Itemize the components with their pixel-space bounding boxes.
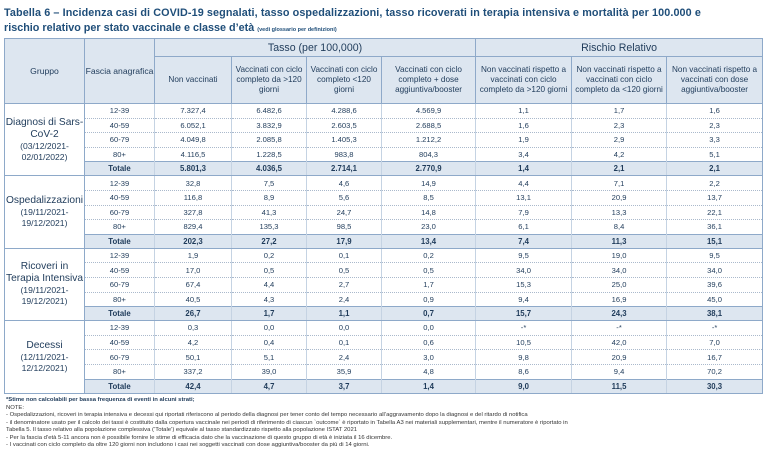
value-cell: 116,8 (155, 190, 232, 205)
value-cell: 337,2 (155, 364, 232, 379)
value-cell: 14,9 (382, 176, 476, 191)
total-cell: 2,1 (667, 162, 763, 176)
table-row (5, 292, 763, 307)
value-cell: 0,5 (307, 263, 382, 278)
value-cell: -* (572, 321, 667, 336)
value-cell: 6.482,6 (232, 104, 307, 119)
value-cell: 16,9 (572, 292, 667, 307)
table-row (5, 190, 763, 205)
value-cell: 327,8 (155, 205, 232, 220)
total-cell: 42,4 (155, 379, 232, 393)
value-cell: -* (476, 321, 572, 336)
age-cell: 40-59 (85, 335, 155, 350)
table-row (5, 220, 763, 235)
value-cell: 7,0 (667, 335, 763, 350)
value-cell: 8,5 (382, 190, 476, 205)
value-cell: 1.212,2 (382, 133, 476, 148)
value-cell: 3,4 (476, 147, 572, 162)
total-cell: 4,7 (232, 379, 307, 393)
value-cell: 4,8 (382, 364, 476, 379)
value-cell: 16,7 (667, 350, 763, 365)
value-cell: 0,6 (382, 335, 476, 350)
value-cell: 10,5 (476, 335, 572, 350)
value-cell: 9,5 (667, 248, 763, 263)
group-dates: (19/11/2021-19/12/2021) (20, 285, 69, 307)
total-cell: 2.714,1 (307, 162, 382, 176)
header-col-1: Non vaccinati (155, 57, 232, 104)
value-cell: 13,7 (667, 190, 763, 205)
total-cell: 15,7 (476, 307, 572, 321)
value-cell: 7,1 (572, 176, 667, 191)
value-cell: 2,3 (667, 118, 763, 133)
title-line-1: Tabella 6 – Incidenza casi di COVID-19 segnalati, tasso ospedalizzazioni, tasso ricoverati in terapia intensiva e mortalità per 100.000 e (4, 7, 701, 19)
value-cell: 983,8 (307, 147, 382, 162)
group-name: Decessi (26, 339, 63, 351)
age-cell: 60-79 (85, 205, 155, 220)
value-cell: 34,0 (572, 263, 667, 278)
value-cell: 9,4 (572, 364, 667, 379)
table-row (5, 321, 763, 336)
value-cell: 2.688,5 (382, 118, 476, 133)
value-cell: 3.832,9 (232, 118, 307, 133)
table-row (5, 147, 763, 162)
note-line: - il denominatore usato per il calcolo dei tassi è costituito dalla copertura vaccinale nei periodi di riferimento di ciascun `outcome` è riportato in Tabella A3 nei materiali supplementari, mentre il numeratore è riportato in (6, 419, 568, 426)
value-cell: 22,1 (667, 205, 763, 220)
value-cell: 20,9 (572, 190, 667, 205)
value-cell: 13,3 (572, 205, 667, 220)
total-cell: 2,1 (572, 162, 667, 176)
header-col-3: Vaccinati con ciclo completo <120 giorni (307, 57, 382, 104)
value-cell: 9,8 (476, 350, 572, 365)
age-cell: 12-39 (85, 176, 155, 191)
value-cell: 98,5 (307, 220, 382, 235)
value-cell: 1,6 (667, 104, 763, 119)
value-cell: -* (667, 321, 763, 336)
value-cell: 5,1 (667, 147, 763, 162)
value-cell: 1.228,5 (232, 147, 307, 162)
age-cell: 60-79 (85, 133, 155, 148)
value-cell: 67,4 (155, 277, 232, 292)
header-col-4: Vaccinati con ciclo completo + dose aggiuntiva/booster (382, 57, 476, 104)
note-line: - Per la fascia d’età 5-11 ancora non è possibile fornire le stime di efficacia dato che la vaccinazione di questo gruppo di età è iniziata il 16 dicembre. (6, 434, 393, 441)
value-cell: 2,3 (572, 118, 667, 133)
value-cell: 1,1 (476, 104, 572, 119)
total-cell: 0,7 (382, 307, 476, 321)
value-cell: 14,8 (382, 205, 476, 220)
value-cell: 0,2 (232, 248, 307, 263)
header-col-5: Non vaccinati rispetto a vaccinati con ciclo completo da >120 giorni (476, 57, 572, 104)
value-cell: 0,2 (382, 248, 476, 263)
value-cell: 5,6 (307, 190, 382, 205)
value-cell: 40,5 (155, 292, 232, 307)
value-cell: 13,1 (476, 190, 572, 205)
total-cell: 15,1 (667, 234, 763, 248)
table-row (5, 205, 763, 220)
value-cell: 8,4 (572, 220, 667, 235)
table-row (5, 335, 763, 350)
age-cell: 60-79 (85, 277, 155, 292)
group-name: Ospedalizzazioni (5, 195, 83, 207)
value-cell: 32,8 (155, 176, 232, 191)
table-title (4, 5, 764, 37)
header-col-6: Non vaccinati rispetto a vaccinati con ciclo completo da <120 giorni (572, 57, 667, 104)
note-line: - I vaccinati con ciclo completo da oltre 120 giorni non includono i casi nei soggetti vaccinati con dose aggiuntiva/booster da più di 14 giorni. (6, 442, 370, 448)
group-name: Ricoveri in Terapia Intensiva (5, 261, 84, 285)
value-cell: 5,1 (232, 350, 307, 365)
age-cell: 40-59 (85, 263, 155, 278)
group-label (5, 321, 85, 393)
age-cell: 40-59 (85, 118, 155, 133)
value-cell: 4.288,6 (307, 104, 382, 119)
value-cell: 0,5 (232, 263, 307, 278)
total-cell: 27,2 (232, 234, 307, 248)
value-cell: 17,0 (155, 263, 232, 278)
table-row (5, 263, 763, 278)
value-cell: 1,6 (476, 118, 572, 133)
value-cell: 4.049,8 (155, 133, 232, 148)
value-cell: 25,0 (572, 277, 667, 292)
value-cell: 34,0 (667, 263, 763, 278)
table-row (5, 277, 763, 292)
value-cell: 804,3 (382, 147, 476, 162)
value-cell: 2,4 (307, 350, 382, 365)
table-row (5, 133, 763, 148)
value-cell: 0,9 (382, 292, 476, 307)
total-cell: 4.036,5 (232, 162, 307, 176)
total-label: Totale (85, 162, 155, 176)
total-cell: 11,3 (572, 234, 667, 248)
group-name: Diagnosi di Sars-CoV-2 (5, 116, 84, 140)
value-cell: 6.052,1 (155, 118, 232, 133)
total-cell: 30,3 (667, 379, 763, 393)
age-cell: 12-39 (85, 104, 155, 119)
value-cell: 1,7 (572, 104, 667, 119)
group-label (5, 104, 85, 176)
note-line: *Stime non calcolabili per bassa frequenza di eventi in alcuni strati; (6, 397, 195, 403)
value-cell: 4,2 (155, 335, 232, 350)
age-cell: 12-39 (85, 248, 155, 263)
table-row (5, 248, 763, 263)
value-cell: 34,0 (476, 263, 572, 278)
value-cell: 50,1 (155, 350, 232, 365)
value-cell: 4,3 (232, 292, 307, 307)
value-cell: 20,9 (572, 350, 667, 365)
total-cell: 2.770,9 (382, 162, 476, 176)
table-row (5, 176, 763, 191)
value-cell: 15,3 (476, 277, 572, 292)
age-cell: 12-39 (85, 321, 155, 336)
header-gruppo: Gruppo (5, 39, 85, 104)
title-line-2 (4, 21, 764, 37)
age-cell: 40-59 (85, 190, 155, 205)
title-line-2-text: rischio relativo per stato vaccinale e classe d’età (4, 22, 255, 34)
age-cell: 80+ (85, 147, 155, 162)
table-row (5, 118, 763, 133)
value-cell: 4,6 (307, 176, 382, 191)
value-cell: 4,4 (476, 176, 572, 191)
value-cell: 829,4 (155, 220, 232, 235)
value-cell: 2,9 (572, 133, 667, 148)
value-cell: 3,3 (667, 133, 763, 148)
notes-section (6, 397, 764, 450)
note-line: Tabella 5. Il tasso relativo alla popolazione complessiva (‘Totale’) equivale al tasso standardizzato rispetto alla popolazione ISTAT 2021 (6, 427, 358, 433)
value-cell: 8,9 (232, 190, 307, 205)
value-cell: 4,4 (232, 277, 307, 292)
total-label: Totale (85, 379, 155, 393)
total-cell: 1,4 (476, 162, 572, 176)
value-cell: 135,3 (232, 220, 307, 235)
group-dates: (03/12/2021-02/01/2022) (20, 140, 69, 162)
value-cell: 7,9 (476, 205, 572, 220)
total-cell: 13,4 (382, 234, 476, 248)
value-cell: 23,0 (382, 220, 476, 235)
value-cell: 9,5 (476, 248, 572, 263)
total-row (5, 307, 763, 321)
value-cell: 2,4 (307, 292, 382, 307)
value-cell: 8,6 (476, 364, 572, 379)
total-cell: 38,1 (667, 307, 763, 321)
value-cell: 9,4 (476, 292, 572, 307)
total-cell: 24,3 (572, 307, 667, 321)
total-cell: 17,9 (307, 234, 382, 248)
value-cell: 0,0 (382, 321, 476, 336)
table-row (5, 364, 763, 379)
total-cell: 5.801,3 (155, 162, 232, 176)
total-cell: 1,1 (307, 307, 382, 321)
data-table (4, 38, 763, 394)
value-cell: 1,9 (476, 133, 572, 148)
value-cell: 0,1 (307, 248, 382, 263)
table-row (5, 104, 763, 119)
total-row (5, 379, 763, 393)
value-cell: 41,3 (232, 205, 307, 220)
header-col-7: Non vaccinati rispetto a vaccinati con dose aggiuntiva/booster (667, 57, 763, 104)
value-cell: 19,0 (572, 248, 667, 263)
age-cell: 80+ (85, 292, 155, 307)
age-cell: 80+ (85, 220, 155, 235)
header-fascia: Fascia anagrafica (85, 39, 155, 104)
value-cell: 45,0 (667, 292, 763, 307)
total-cell: 1,7 (232, 307, 307, 321)
value-cell: 7.327,4 (155, 104, 232, 119)
value-cell: 4,2 (572, 147, 667, 162)
value-cell: 2.603,5 (307, 118, 382, 133)
value-cell: 1,9 (155, 248, 232, 263)
total-label: Totale (85, 234, 155, 248)
group-dates: (19/11/2021-19/12/2021) (20, 207, 69, 229)
group-label (5, 176, 85, 248)
value-cell: 0,1 (307, 335, 382, 350)
total-cell: 3,7 (307, 379, 382, 393)
value-cell: 0,5 (382, 263, 476, 278)
group-dates: (12/11/2021-12/12/2021) (20, 351, 69, 373)
total-cell: 9,0 (476, 379, 572, 393)
header-tasso: Tasso (per 100,000) (155, 39, 476, 57)
value-cell: 0,3 (155, 321, 232, 336)
value-cell: 4.569,9 (382, 104, 476, 119)
header-col-2: Vaccinati con ciclo completo da >120 giorni (232, 57, 307, 104)
value-cell: 0,4 (232, 335, 307, 350)
note-line: NOTE: (6, 404, 24, 411)
total-cell: 7,4 (476, 234, 572, 248)
value-cell: 3,0 (382, 350, 476, 365)
value-cell: 2,7 (307, 277, 382, 292)
value-cell: 0,0 (307, 321, 382, 336)
value-cell: 1,7 (382, 277, 476, 292)
value-cell: 4.116,5 (155, 147, 232, 162)
value-cell: 35,9 (307, 364, 382, 379)
title-glossary-note: (vedi glossario per definizioni) (257, 27, 337, 33)
value-cell: 39,6 (667, 277, 763, 292)
value-cell: 0,0 (232, 321, 307, 336)
total-cell: 11,5 (572, 379, 667, 393)
group-label (5, 248, 85, 320)
value-cell: 36,1 (667, 220, 763, 235)
header-rischio: Rischio Relativo (476, 39, 763, 57)
age-cell: 60-79 (85, 350, 155, 365)
value-cell: 2.085,8 (232, 133, 307, 148)
value-cell: 42,0 (572, 335, 667, 350)
total-row (5, 234, 763, 248)
total-row (5, 162, 763, 176)
note-line: - Ospedalizzazioni, ricoveri in terapia intensiva e decessi qui riportati riferiscono al periodo della diagnosi per tener conto del tempo necessario all’aggravamento dopo la diagnosi e del ritardo di notifica (6, 412, 528, 418)
value-cell: 7,5 (232, 176, 307, 191)
value-cell: 2,2 (667, 176, 763, 191)
table-row (5, 350, 763, 365)
total-label: Totale (85, 307, 155, 321)
value-cell: 39,0 (232, 364, 307, 379)
value-cell: 70,2 (667, 364, 763, 379)
total-cell: 202,3 (155, 234, 232, 248)
total-cell: 1,4 (382, 379, 476, 393)
total-cell: 26,7 (155, 307, 232, 321)
age-cell: 80+ (85, 364, 155, 379)
value-cell: 6,1 (476, 220, 572, 235)
value-cell: 24,7 (307, 205, 382, 220)
value-cell: 1.405,3 (307, 133, 382, 148)
